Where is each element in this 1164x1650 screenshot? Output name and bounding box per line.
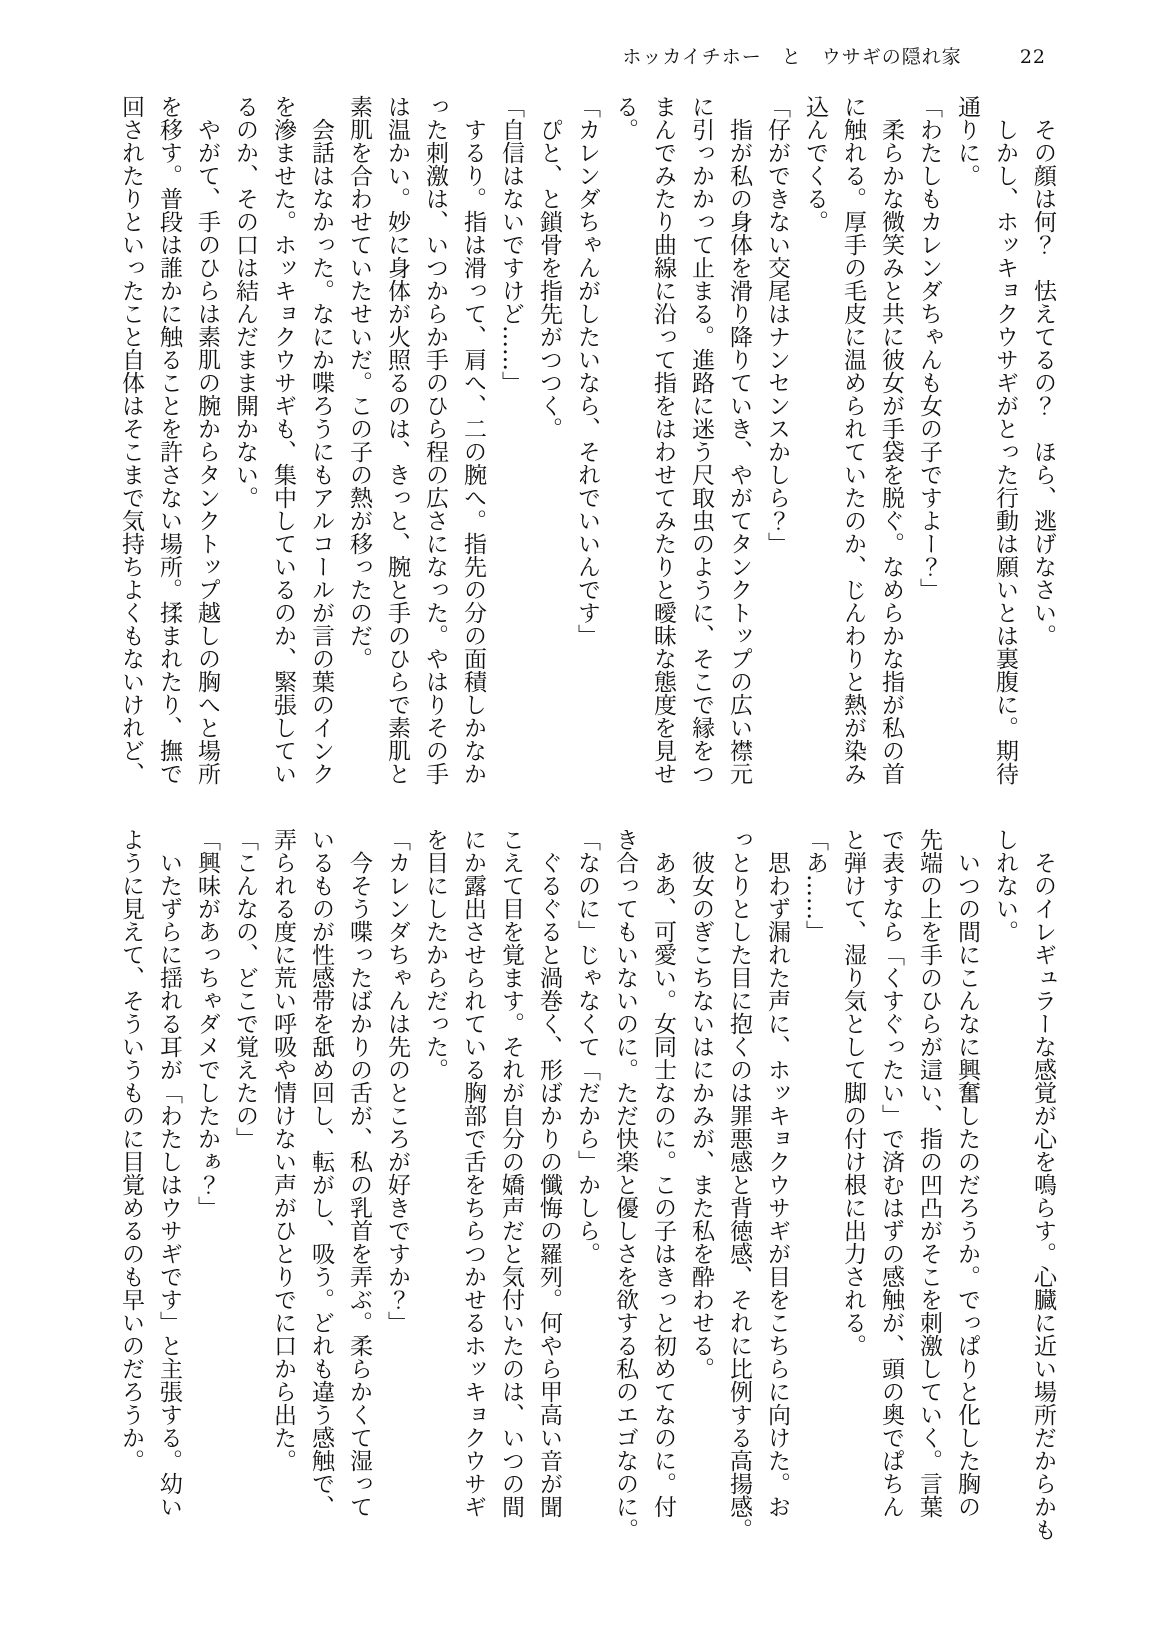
text-line: 素肌を合わせていたせいだ。この子の熱が移ったのだ。 bbox=[346, 95, 372, 670]
text-line: 「こんなの、どこで覚えたの」 bbox=[232, 828, 258, 1150]
text-line: に引っかかって止まる。進路に迷う尺取虫のように、そこで縁をつ bbox=[688, 95, 714, 785]
text-line: っとりとした目に抱くのは罪悪感と背徳感、それに比例する高揚感。 bbox=[726, 828, 752, 1541]
text-line: にか露出させられている胸部で舌をちらつかせるホッキョクウサギ bbox=[460, 828, 486, 1518]
text-line: った刺激は、いつからか手のひら程の広さになった。やはりその手 bbox=[422, 95, 448, 785]
text-line: と弾けて、湿り気として脚の付け根に出力される。 bbox=[840, 828, 866, 1357]
text-line: しれない。 bbox=[992, 828, 1018, 943]
text-line: に触れる。厚手の毛皮に温められていたのか、じんわりと熱が染み bbox=[840, 95, 866, 785]
text-line: 込んでくる。 bbox=[802, 95, 828, 233]
text-line: 会話はなかった。なにか喋ろうにもアルコールが言の葉のインク bbox=[308, 118, 334, 785]
text-line: で表すなら「くすぐったい」で済むはずの感触が、頭の奥でぱちん bbox=[878, 828, 904, 1518]
text-line: る。 bbox=[612, 95, 638, 141]
text-line: 「興味があっちゃダメでしたかぁ？」 bbox=[194, 828, 220, 1219]
text-line: るのか、その口は結んだまま開かない。 bbox=[232, 95, 258, 509]
text-line: 今そう喋ったばかりの舌が、私の乳首を弄ぶ。柔らかくて湿って bbox=[346, 851, 372, 1518]
text-line: 「わたしもカレンダちゃんも女の子ですよー？」 bbox=[916, 95, 942, 601]
text-line: き合ってもいないのに。ただ快楽と優しさを欲する私のエゴなのに。 bbox=[612, 828, 638, 1541]
text-line: 彼女のぎこちないはにかみが、また私を酔わせる。 bbox=[688, 851, 714, 1380]
text-line: 回されたりといったこと自体はそこまで気持ちよくもないけれど、 bbox=[118, 95, 144, 785]
text-line: 「あ……」 bbox=[802, 828, 828, 943]
text-line: まんでみたり曲線に沿って指をはわせてみたりと曖昧な態度を見せ bbox=[650, 95, 676, 785]
text-line: その顔は何？ 怯えてるの？ ほら、逃げなさい。 bbox=[1030, 118, 1056, 647]
text-line: 柔らかな微笑みと共に彼女が手袋を脱ぐ。なめらかな指が私の首 bbox=[878, 118, 904, 785]
text-line: を移す。普段は誰かに触ることを許さない場所。揉まれたり、撫で bbox=[156, 95, 182, 785]
page-header bbox=[622, 42, 1046, 69]
running-title: ホッカイチホー と ウサギの隠れ家 bbox=[622, 46, 962, 68]
text-line: しかし、ホッキョクウサギがとった行動は願いとは裏腹に。期待 bbox=[992, 118, 1018, 785]
text-block-bottom bbox=[112, 828, 1062, 1576]
text-line: 先端の上を手のひらが這い、指の凹凸がそこを刺激していく。言葉 bbox=[916, 828, 942, 1518]
text-line: やがて、手のひらは素肌の腕からタンクトップ越しの胸へと場所 bbox=[194, 118, 220, 785]
text-line: 「カレンダちゃんは先のところが好きですか？」 bbox=[384, 828, 410, 1334]
page-number: 22 bbox=[1019, 46, 1046, 68]
text-line: を滲ませた。ホッキョクウサギも、集中しているのか、緊張してい bbox=[270, 95, 296, 785]
text-line: ぐるぐると渦巻く、形ばかりの懺悔の羅列。何やら甲高い音が聞 bbox=[536, 851, 562, 1518]
text-line: こえて目を覚ます。それが自分の嬌声だと気付いたのは、いつの間 bbox=[498, 828, 524, 1518]
text-line: 「自信はないですけど……」 bbox=[498, 95, 524, 394]
text-line: 弄られる度に荒い呼吸や情けない声がひとりでに口から出た。 bbox=[270, 828, 296, 1472]
text-line: 「なのに」じゃなくて「だから」かしら。 bbox=[574, 828, 600, 1265]
text-block-top bbox=[112, 95, 1062, 795]
text-line: 「カレンダちゃんがしたいなら、それでいいんです」 bbox=[574, 95, 600, 647]
text-line: ように見えて、そういうものに目覚めるのも早いのだろうか。 bbox=[118, 828, 144, 1472]
text-line: 指が私の身体を滑り降りていき、やがてタンクトップの広い襟元 bbox=[726, 118, 752, 785]
text-line: は温かい。妙に身体が火照るのは、きっと、腕と手のひらで素肌と bbox=[384, 95, 410, 785]
text-line: ああ、可愛い。女同士なのに。この子はきっと初めてなのに。付 bbox=[650, 851, 676, 1518]
text-line: いるものが性感帯を舐め回し、転がし、吸う。どれも違う感触で、 bbox=[308, 828, 334, 1518]
text-line: 「仔ができない交尾はナンセンスかしら？」 bbox=[764, 95, 790, 555]
text-line: そのイレギュラーな感覚が心を鳴らす。心臓に近い場所だからかも bbox=[1030, 851, 1056, 1541]
text-line: ぴと、と鎖骨を指先がつつく。 bbox=[536, 118, 562, 440]
text-line: 思わず漏れた声に、ホッキョクウサギが目をこちらに向けた。お bbox=[764, 851, 790, 1518]
text-line: いつの間にこんなに興奮したのだろうか。でっぱりと化した胸の bbox=[954, 851, 980, 1518]
text-line: いたずらに揺れる耳が「わたしはウサギです」と主張する。幼い bbox=[156, 851, 182, 1518]
text-line: 通りに。 bbox=[954, 95, 980, 187]
text-line: を目にしたからだった。 bbox=[422, 828, 448, 1081]
text-line: するり。指は滑って、肩へ、二の腕へ。指先の分の面積しかなか bbox=[460, 118, 486, 785]
